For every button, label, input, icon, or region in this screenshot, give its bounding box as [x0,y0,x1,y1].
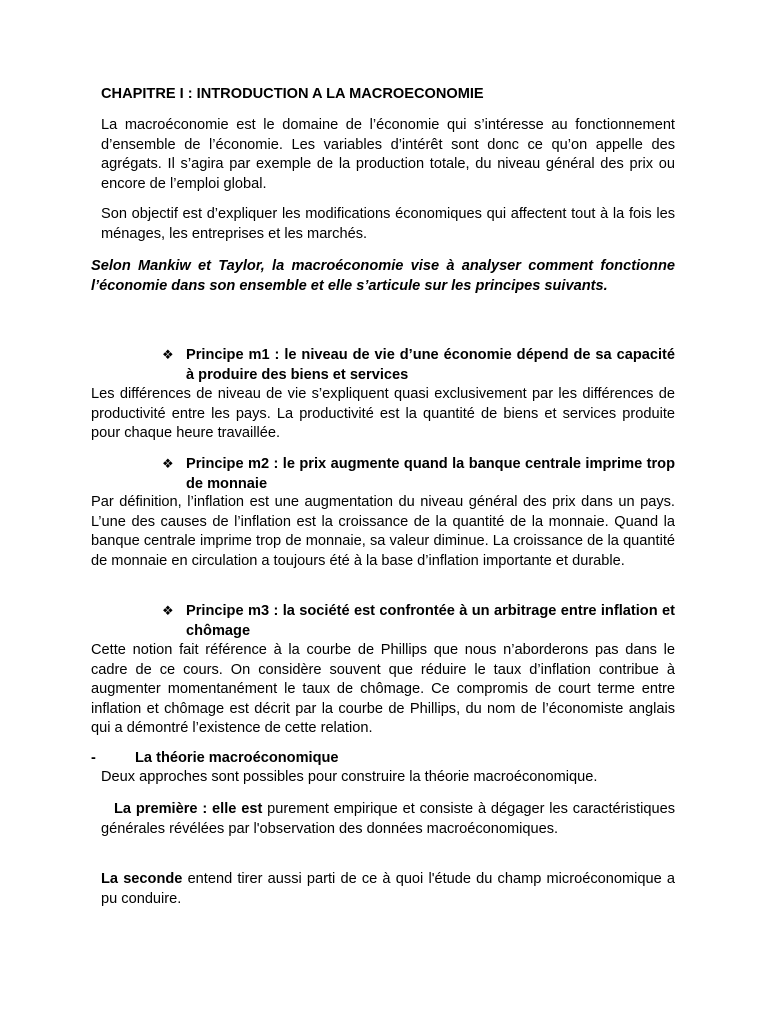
approach-second-label: La seconde [101,871,183,887]
approach-first-text: purement empirique et consiste à dégager les caractéristiques générales révélées par l'observation des données macroéconomiques. [101,801,675,837]
diamond-bullet-icon: ❖ [162,348,174,363]
chapter-title: CHAPITRE I : INTRODUCTION A LA MACROECONOMIE [101,86,484,102]
principle-m1-heading [162,346,675,385]
principle-heading-text: Principe m1 : le niveau de vie d’une économie dépend de sa capacité à produire des biens et services [186,347,675,383]
theory-heading-text: La théorie macroéconomique [135,750,339,766]
diamond-bullet-icon: ❖ [162,604,174,619]
mankiw-taylor-paragraph: Selon Mankiw et Taylor, la macroéconomie vise à analyser comment fonctionne l’économie dans son ensemble et elle s’articule sur les principes suivants. [91,258,675,294]
diamond-bullet-icon: ❖ [162,457,174,472]
principle-m3-heading [162,602,675,641]
principle-heading-text: Principe m3 : la société est confrontée à un arbitrage entre inflation et chômage [186,603,675,639]
principle-m2-heading [162,455,675,494]
intro-paragraph-1: La macroéconomie est le domaine de l’économie qui s’intéresse au fonctionnement d’ensemble de l’économie. Les variables d’intérêt sont donc ce qu’on appelle des agrégats. Il s’agira par exemple de la production totale, du niveau général des prix ou encore de l’emploi global. [101,117,675,192]
approach-first-label: La première : elle est [114,801,263,817]
approach-second [101,870,675,909]
approach-first [101,800,675,839]
dash-bullet: - [91,750,96,766]
principle-m2-body: Par définition, l’inflation est une augmentation du niveau général des prix dans un pays. L’une des causes de l’inflation est la croissance de la quantité de la monnaie. Quand la banque centrale imprime trop de monnaie, sa valeur diminue. La croissance de la quantité de monnaie en circulation a toujours été à la base d’inflation importante et durable. [91,494,675,569]
intro-paragraph-2: Son objectif est d’expliquer les modifications économiques qui affectent tout à la fois les ménages, les entreprises et les marchés. [101,206,675,242]
approach-second-text: entend tirer aussi parti de ce à quoi l'étude du champ microéconomique a pu conduire. [101,871,675,907]
principle-m3-body: Cette notion fait référence à la courbe de Phillips que nous n’aborderons pas dans le cadre de ce cours. On considère souvent que réduire le taux d’inflation contribue à augmenter momentanément le taux de chômage. Ce compromis de court terme entre inflation et chômage est décrit par la courbe de Phillips, du nom de l’économiste anglais qui a démontré l’existence de cette relation. [91,642,675,736]
principle-heading-text: Principe m2 : le prix augmente quand la banque centrale imprime trop de monnaie [186,456,675,492]
theory-intro: Deux approches sont possibles pour construire la théorie macroéconomique. [101,769,598,785]
theory-heading [91,749,675,769]
principle-m1-body: Les différences de niveau de vie s’expliquent quasi exclusivement par les différences de productivité entre les pays. La productivité est la quantité de biens et services produite pour chaque heure travaillée. [91,386,675,441]
